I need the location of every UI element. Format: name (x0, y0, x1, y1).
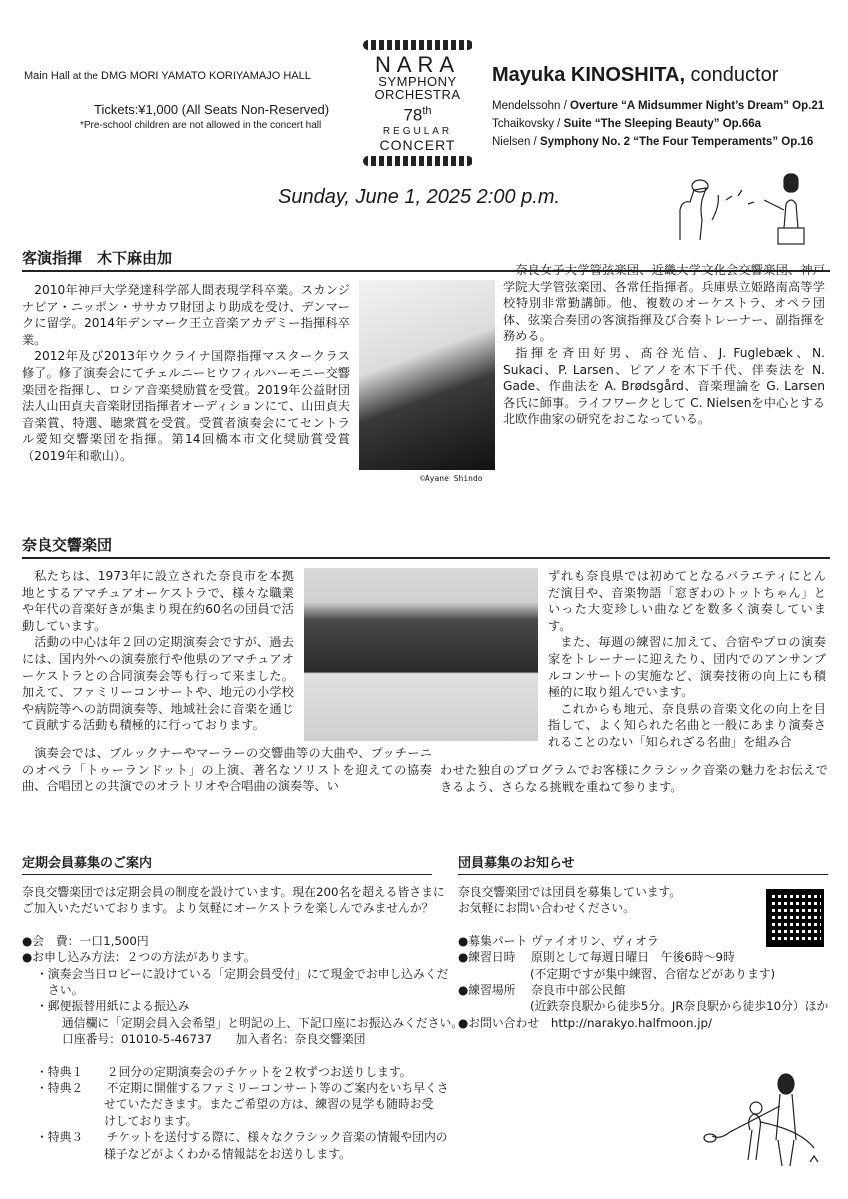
members-account: 口座番号：01010-5-46737 加入者名：奈良交響楽団 (62, 1032, 366, 1047)
conductor-line (492, 64, 778, 87)
qr-code-icon[interactable] (766, 889, 824, 947)
venue-name: DMG MORI YAMATO KORIYAMAJO HALL (101, 70, 311, 82)
concert-date: Sunday, June 1, 2025 2:00 p.m. (278, 186, 561, 208)
recruit-heading: 団員募集のお知らせ (458, 852, 828, 875)
orchestra-text-bottom-left (22, 745, 432, 795)
program-item (492, 118, 761, 130)
recruit-body (458, 884, 829, 1031)
bio-paragraph: 奈良女子大学管弦楽団、近畿大学文化会交響楽団、神戸学院大学管弦楽団、各常任指揮者。兵庫県立姫路南高等学校特別非常勤講師。他、複数のオーケストラ、オペラ団体、弦楽合奏団の客演指揮及び合奏トレーナー、副指揮を務める。 (503, 263, 825, 344)
recruit-intro: お気軽にお問い合わせください。 (458, 901, 635, 916)
bio-paragraph: 2010年神戸大学発達科学部人間表現学科卒業。スカンジナビア・ニッポン・ササカワ財団より助成を受け、デンマークに留学。2014年デンマーク王立音楽アカデミー指揮科卒業。 (22, 283, 350, 347)
members-benefit-1: ・特典１ ２回分の定期演奏会のチケットを２枚ずつお送りします。 (36, 1064, 412, 1079)
conductor-bio-right (503, 262, 825, 428)
logo-nara: NARA (374, 52, 461, 77)
conductor-section-heading: 客演指揮 木下麻由加 (22, 247, 830, 272)
program-work: Overture “A Midsummer Night’s Dream” Op.21 (570, 100, 825, 112)
children-note: *Pre-school children are not allowed in the concert hall (80, 120, 322, 131)
orchestra-text-left (22, 568, 294, 734)
photo-credit: ©Ayane Shindo (420, 474, 483, 483)
ornament-bottom-icon (363, 156, 473, 166)
members-benefit-3-cont: 様子などがよくわかる情報誌をお送りします。 (104, 1146, 351, 1161)
recruit-intro: 奈良交響楽団では団員を募集しています。 (458, 885, 682, 899)
members-method-2-note: 通信欄に「定期会員入会希望」と明記の上、下記口座にお振込みください。 (62, 1015, 464, 1030)
orchestra-photo (304, 568, 538, 741)
program-composer: Tchaikovsky / (492, 118, 564, 130)
bio-paragraph: 指揮を斉田好男、髙谷光信、J. Fuglebæk、N. Sukaci、P. Larsen、ピアノを木下千代、伴奏法を N. Gade、作曲法を A. Brødsgård、音楽理論を G. Larsen各氏に師事。ライフワークとして C. Nielsenを中心とする北欧作曲家の研究をおこなっている。 (503, 345, 825, 427)
orchestra-paragraph: 演奏会では、ブルックナーやマーラーの交響曲等の大曲や、プッチーニのオペラ「トゥーランドット」の上演、著名なソリストを迎えての協奏曲、合唱団との共演でのオラトリオや合唱曲の演奏等、い (22, 746, 432, 794)
venue-line (24, 70, 311, 82)
members-benefit-2-cont: けしております。 (104, 1113, 198, 1128)
members-method-1: ・演奏会当日ロビーに設けている「定期会員受付」にて現金でお申し込みくだ (36, 966, 449, 981)
logo-symphony: SYMPHONY (378, 74, 457, 89)
conductor-bio-left (22, 282, 350, 465)
venue-main: Main Hall (24, 70, 70, 82)
program-composer: Mendelssohn / (492, 100, 570, 112)
logo-concert: CONCERT (379, 136, 456, 153)
members-body (22, 884, 464, 1162)
recruit-parts: ●募集パート ヴァイオリン、ヴィオラ (458, 933, 659, 948)
orchestra-text-bottom-right (440, 762, 828, 795)
conductor-role: conductor (685, 64, 779, 86)
recruit-schedule: ●練習日時 原則として毎週日曜日 午後6時〜9時 (458, 950, 735, 965)
recruit-place-note: (近鉄奈良駅から徒歩5分。JR奈良駅から徒歩10分）ほか (530, 999, 829, 1014)
program-item (492, 100, 824, 112)
orchestra-logo (360, 40, 475, 166)
ornament-top-icon (363, 40, 473, 50)
members-heading: 定期会員募集のご案内 (22, 852, 432, 875)
members-fee: ●会 費：一口1,500円 (22, 933, 149, 948)
logo-concert-number (360, 101, 475, 126)
orchestra-text-right (548, 568, 826, 751)
tickets-info: Tickets:¥1,000 (All Seats Non-Reserved) (94, 102, 330, 117)
members-benefit-2: ・特典２ 不定期に開催するファミリーコンサート等のご案内をいち早くさ (36, 1081, 449, 1096)
conductor-name: Mayuka KINOSHITA, (492, 64, 685, 86)
logo-orchestra: ORCHESTRA (374, 87, 461, 102)
orchestra-paragraph: 私たちは、1973年に設立された奈良市を本拠地とするアマチュアオーケストラで、様々な職業や年代の音楽好きが集まり現在約60名の団員で活動しています。 (22, 569, 294, 633)
recruit-schedule-note: (不定期ですが集中練習、合宿などがあります) (530, 966, 776, 981)
orchestra-paragraph: これからも地元、奈良県の音楽文化の向上を目指して、よく知られた名曲と一般にあまり演奏されることのない「知られざる名曲」を組み合 (548, 701, 826, 749)
members-method-2: ・郵便振替用紙による振込み (36, 999, 190, 1014)
members-apply: ●お申し込み方法：２つの方法があります。 (22, 950, 256, 965)
logo-regular: REGULAR (382, 125, 453, 137)
program-work: Suite “The Sleeping Beauty” Op.66a (563, 118, 762, 130)
orchestra-paragraph: また、毎週の練習に加えて、合宿やプロの演奏家をトレーナーに迎えたり、団内でのアンサンブルコンサートの実施など、演奏技術の向上にも積極的に取り組んでいます。 (548, 635, 826, 700)
bio-paragraph: 2012年及び2013年ウクライナ国際指揮マスタークラス修了。修了演奏会にてチェルニーヒウフィルハーモニー交響楽団を指揮し、ロシア音楽奨励賞を受賞。2019年公益財団法人山田貞夫音楽財団指揮者オーディションにて、山田貞夫音楽賞、特選、聴衆賞を受賞。受賞者演奏会にてセントラル愛知交響楽団を指揮。第14回橋本市文化奨励賞受賞（2019年和歌山）。 (22, 349, 350, 463)
members-method-1-cont: さい。 (48, 983, 84, 998)
orchestra-paragraph: 活動の中心は年２回の定期演奏会ですが、過去には、国内外への演奏旅行や他県のアマチュアオーケストラとの合同演奏会等も行って来ました。加えて、ファミリーコンサートや、地元の小学校や病院等への訪問演奏等、地域社会に音楽を通じて貢献する活動も積極的に行っております。 (22, 635, 294, 733)
program-composer: Nielsen / (492, 136, 540, 148)
logo-num-suffix: th (422, 105, 432, 117)
conductor-illustration-icon (660, 170, 830, 250)
orchestra-paragraph: わせた独自のプログラムでお客様にクラシック音楽の魅力をお伝えできるよう、さらなる挑戦を重ねて参ります。 (440, 763, 828, 794)
program-work: Symphony No. 2 “The Four Temperaments” Op.16 (539, 136, 814, 148)
members-benefit-2-cont: せていただきます。またご希望の方は、練習の見学も随時お受 (104, 1097, 434, 1112)
program-item (492, 136, 813, 148)
recruit-place: ●練習場所 奈良市中部公民館 (458, 983, 626, 998)
horn-players-illustration-icon (690, 1070, 830, 1170)
recruit-contact: ●お問い合わせ http://narakyo.halfmoon.jp/ (458, 1015, 712, 1030)
members-benefit-3: ・特典３ チケットを送付する際に、様々なクラシック音楽の情報や団内の (36, 1130, 448, 1145)
orchestra-section-heading: 奈良交響楽団 (22, 534, 830, 559)
orchestra-paragraph: ずれも奈良県では初めてとなるバラエティにとんだ演目や、音楽物語「窓ぎわのトットちゃん」といった大変珍しい曲などを数多く演奏しています。 (548, 569, 826, 633)
members-intro: 奈良交響楽団では定期会員の制度を設けています。現在200名を超える皆さまに (22, 885, 445, 899)
logo-num: 78 (403, 105, 423, 125)
members-intro: ご加入いただいております。より気軽にオーケストラを楽しんでみませんか？ (22, 901, 434, 916)
venue-at: at the (72, 71, 98, 82)
conductor-photo (359, 280, 495, 470)
